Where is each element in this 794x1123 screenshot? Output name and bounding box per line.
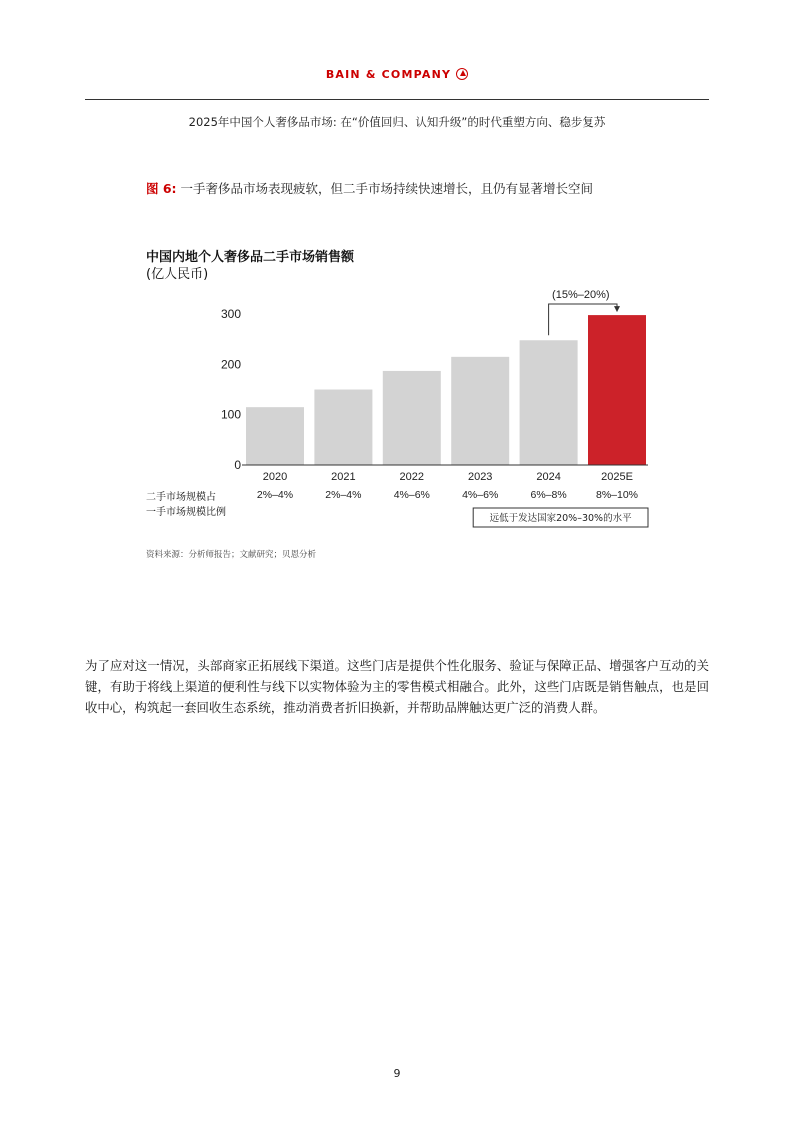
sales-bar-chart	[140, 280, 660, 535]
x-tick-label-1: 2021	[331, 471, 356, 483]
y-tick-label-2: 200	[220, 357, 241, 372]
x-tick-label-4: 2024	[536, 471, 561, 483]
share-value-2: 4%–6%	[393, 489, 430, 501]
brand-name: BAIN & COMPANY	[325, 68, 452, 81]
source-note: 资料来源：分析师报告；文献研究；贝恩分析	[146, 550, 317, 560]
x-tick-label-3: 2023	[467, 471, 493, 483]
note-text: 远低于发达国家20%–30%的水平	[489, 513, 632, 524]
x-tick-label-2: 2022	[399, 471, 425, 483]
share-value-4: 6%–8%	[530, 489, 567, 501]
share-value-5: 8%–10%	[595, 489, 639, 501]
bar-2020	[246, 407, 304, 465]
x-tick-label-5: 2025E	[601, 471, 633, 483]
bar-2021	[314, 390, 372, 465]
brand-logo-icon	[456, 68, 468, 80]
chart-unit: (亿人民币)	[146, 267, 209, 282]
share-value-3: 4%–6%	[462, 489, 499, 501]
y-tick-label-1: 100	[220, 407, 241, 422]
y-tick-label-3: 300	[220, 307, 241, 322]
body-paragraph: 为了应对这一情况，头部商家正拓展线下渠道。这些门店是提供个性化服务、验证与保障正品、增强客户互动的关键，有助于将线上渠道的便利性与线下以实物体验为主的零售模式相融合。此外，这些门店既是销售触点，也是回收中心，构筑起一套回收生态系统，推动消费者折旧换新，并帮助品牌触达更广泛的消费人群。	[85, 658, 709, 715]
bar-2023	[451, 357, 509, 465]
bar-2025E	[588, 315, 646, 465]
growth-bracket-arrow-icon	[614, 306, 620, 312]
document-title: 2025年中国个人奢侈品市场: 在“价值回归、认知升级”的时代重塑方向、稳步复苏	[188, 115, 606, 129]
bar-2022	[383, 371, 441, 465]
chart-title: 中国内地个人奢侈品二手市场销售额	[146, 250, 355, 265]
growth-annotation: (15%–20%)	[552, 289, 610, 301]
brand-logo	[0, 68, 794, 81]
share-value-0: 2%–4%	[256, 489, 294, 501]
y-tick-label-0: 0	[234, 458, 241, 472]
figure-number: 图 6:	[146, 181, 177, 196]
header-divider	[85, 99, 709, 100]
share-value-1: 2%–4%	[325, 489, 362, 501]
figure-caption-text: 一手奢侈品市场表现疲软，但二手市场持续快速增长，且仍有显著增长空间	[176, 181, 594, 196]
share-row-label-line2: 一手市场规模比例	[146, 507, 226, 518]
figure-caption	[146, 179, 593, 197]
x-tick-label-0: 2020	[262, 471, 288, 483]
page-number: 9	[393, 1067, 401, 1080]
share-row-label-line1: 二手市场规模占	[146, 492, 216, 503]
bar-2024	[520, 340, 578, 465]
